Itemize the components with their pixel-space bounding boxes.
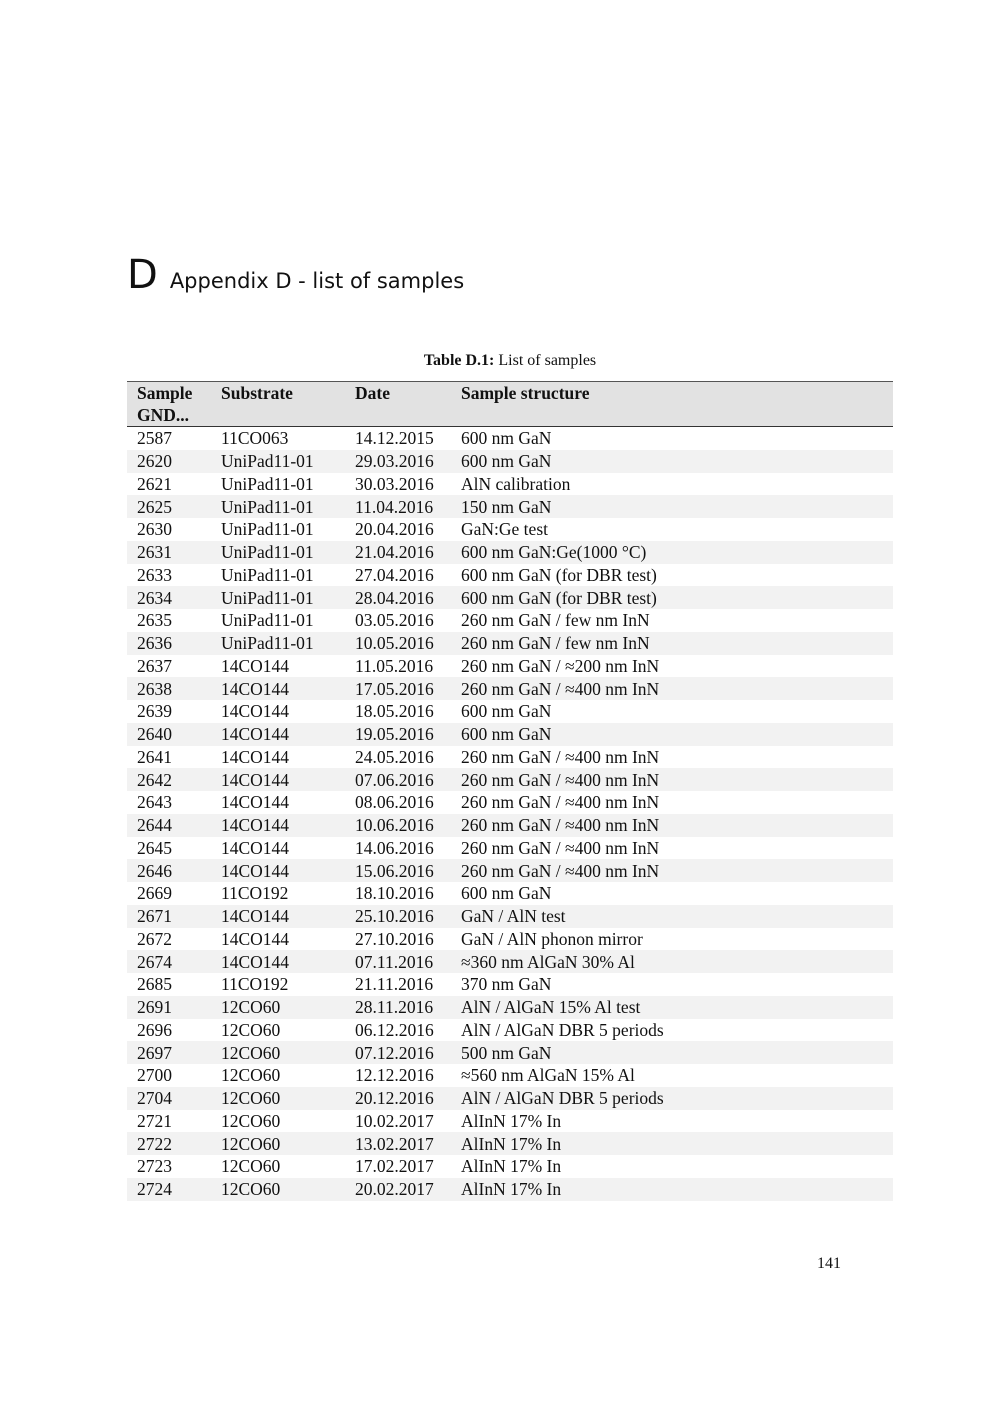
table-row [127, 609, 893, 632]
cell-substrate: UniPad11-01 [221, 451, 314, 472]
cell-date: 25.10.2016 [355, 906, 434, 927]
cell-substrate: 12CO60 [221, 1019, 281, 1040]
cell-date: 12.12.2016 [355, 1065, 434, 1086]
cell-sample: 2639 [137, 701, 172, 722]
header-sample [127, 382, 211, 427]
table-row [127, 1110, 893, 1133]
cell-structure: GaN / AlN phonon mirror [461, 928, 643, 949]
cell-structure: 260 nm GaN / ≈400 nm InN [461, 837, 660, 858]
cell-substrate: 12CO60 [221, 1088, 281, 1109]
cell-substrate: 14CO144 [221, 815, 290, 836]
cell-sample: 2646 [137, 860, 172, 881]
table-row [127, 632, 893, 655]
cell-substrate: 14CO144 [221, 837, 290, 858]
cell-date: 10.05.2016 [355, 633, 434, 654]
table-row [127, 586, 893, 609]
samples-table [127, 381, 893, 1201]
cell-date: 30.03.2016 [355, 473, 434, 494]
cell-substrate: 14CO144 [221, 746, 290, 767]
cell-date: 28.11.2016 [355, 997, 434, 1018]
cell-date: 07.06.2016 [355, 769, 434, 790]
cell-sample: 2685 [137, 974, 172, 995]
table-row [127, 859, 893, 882]
table-row [127, 1064, 893, 1087]
cell-date: 08.06.2016 [355, 792, 434, 813]
cell-substrate: 11CO063 [221, 428, 289, 449]
cell-substrate: 12CO60 [221, 1156, 281, 1177]
cell-date: 20.04.2016 [355, 519, 434, 540]
cell-substrate: 12CO60 [221, 1133, 281, 1154]
cell-sample: 2587 [137, 428, 172, 449]
cell-structure: 260 nm GaN / ≈200 nm InN [461, 655, 660, 676]
cell-date: 10.02.2017 [355, 1110, 434, 1131]
header-date: Date [345, 382, 451, 427]
table-row [127, 768, 893, 791]
table-row [127, 427, 893, 450]
chapter-title: Appendix D - list of samples [169, 269, 465, 293]
cell-substrate: 14CO144 [221, 769, 290, 790]
table-row [127, 973, 893, 996]
cell-date: 07.12.2016 [355, 1042, 434, 1063]
table-row [127, 950, 893, 973]
cell-sample: 2625 [137, 496, 172, 517]
cell-structure: GaN / AlN test [461, 906, 566, 927]
table-row [127, 746, 893, 769]
cell-date: 17.05.2016 [355, 678, 434, 699]
cell-substrate: 12CO60 [221, 1179, 281, 1200]
cell-sample: 2633 [137, 564, 172, 585]
cell-sample: 2643 [137, 792, 172, 813]
table-row [127, 882, 893, 905]
cell-sample: 2645 [137, 837, 172, 858]
cell-substrate: UniPad11-01 [221, 633, 314, 654]
table-row [127, 996, 893, 1019]
cell-date: 21.04.2016 [355, 542, 434, 563]
cell-structure: AlInN 17% In [461, 1156, 562, 1177]
cell-structure: 260 nm GaN / ≈400 nm InN [461, 860, 660, 881]
cell-date: 15.06.2016 [355, 860, 434, 881]
cell-substrate: 14CO144 [221, 860, 290, 881]
cell-substrate: 14CO144 [221, 906, 290, 927]
cell-structure: 600 nm GaN:Ge(1000 °C) [461, 542, 647, 563]
cell-sample: 2640 [137, 724, 172, 745]
cell-structure: ≈360 nm AlGaN 30% Al [461, 951, 635, 972]
cell-sample: 2671 [137, 906, 172, 927]
cell-structure: 260 nm GaN / ≈400 nm InN [461, 792, 660, 813]
cell-structure: AlN / AlGaN DBR 5 periods [461, 1019, 664, 1040]
cell-substrate: UniPad11-01 [221, 610, 314, 631]
cell-structure: 600 nm GaN [461, 883, 552, 904]
cell-date: 18.05.2016 [355, 701, 434, 722]
cell-substrate: 14CO144 [221, 701, 290, 722]
cell-date: 03.05.2016 [355, 610, 434, 631]
header-structure: Sample structure [451, 382, 893, 427]
cell-date: 29.03.2016 [355, 451, 434, 472]
cell-sample: 2620 [137, 451, 172, 472]
table-caption [127, 351, 893, 371]
chapter-letter: D [127, 252, 158, 298]
table-row [127, 1132, 893, 1155]
table-row [127, 655, 893, 678]
cell-sample: 2704 [137, 1088, 172, 1109]
cell-date: 27.04.2016 [355, 564, 434, 585]
cell-sample: 2724 [137, 1179, 172, 1200]
cell-date: 19.05.2016 [355, 724, 434, 745]
cell-structure: GaN:Ge test [461, 519, 548, 540]
cell-sample: 2696 [137, 1019, 172, 1040]
cell-date: 28.04.2016 [355, 587, 434, 608]
cell-date: 21.11.2016 [355, 974, 434, 995]
cell-structure: 600 nm GaN [461, 451, 552, 472]
table-row [127, 1087, 893, 1110]
cell-sample: 2697 [137, 1042, 172, 1063]
cell-date: 17.02.2017 [355, 1156, 434, 1177]
cell-sample: 2691 [137, 997, 172, 1018]
cell-substrate: 14CO144 [221, 724, 290, 745]
cell-substrate: 11CO192 [221, 974, 289, 995]
cell-date: 10.06.2016 [355, 815, 434, 836]
cell-substrate: 14CO144 [221, 951, 290, 972]
cell-substrate: 14CO144 [221, 928, 290, 949]
cell-structure: 260 nm GaN / few nm InN [461, 633, 650, 654]
table-caption-text: List of samples [498, 352, 597, 369]
cell-date: 24.05.2016 [355, 746, 434, 767]
cell-sample: 2669 [137, 883, 172, 904]
cell-substrate: UniPad11-01 [221, 473, 314, 494]
cell-date: 11.05.2016 [355, 655, 434, 676]
cell-sample: 2672 [137, 928, 172, 949]
cell-sample: 2631 [137, 542, 172, 563]
cell-structure: 260 nm GaN / ≈400 nm InN [461, 769, 660, 790]
header-row [127, 382, 893, 427]
table-row [127, 791, 893, 814]
cell-sample: 2722 [137, 1133, 172, 1154]
cell-substrate: 12CO60 [221, 1065, 281, 1086]
cell-sample: 2638 [137, 678, 172, 699]
cell-substrate: 12CO60 [221, 1110, 281, 1131]
cell-structure: 260 nm GaN / ≈400 nm InN [461, 815, 660, 836]
cell-structure: 260 nm GaN / ≈400 nm InN [461, 678, 660, 699]
cell-substrate: UniPad11-01 [221, 496, 314, 517]
table-header [127, 382, 893, 427]
cell-structure: AlInN 17% In [461, 1179, 562, 1200]
table-row [127, 837, 893, 860]
table-row [127, 1178, 893, 1201]
header-sample-line1: Sample [137, 383, 193, 403]
table-row [127, 1155, 893, 1178]
cell-sample: 2674 [137, 951, 172, 972]
cell-structure: 600 nm GaN (for DBR test) [461, 564, 657, 585]
cell-structure: AlN / AlGaN DBR 5 periods [461, 1088, 664, 1109]
cell-substrate: 14CO144 [221, 792, 290, 813]
cell-sample: 2621 [137, 473, 172, 494]
cell-substrate: 12CO60 [221, 997, 281, 1018]
table-row [127, 928, 893, 951]
cell-structure: 600 nm GaN (for DBR test) [461, 587, 657, 608]
header-substrate: Substrate [211, 382, 345, 427]
cell-structure: 600 nm GaN [461, 724, 552, 745]
cell-sample: 2636 [137, 633, 172, 654]
table-row [127, 1041, 893, 1064]
table-row [127, 473, 893, 496]
cell-date: 14.12.2015 [355, 428, 434, 449]
cell-sample: 2634 [137, 587, 172, 608]
cell-sample: 2700 [137, 1065, 172, 1086]
cell-date: 07.11.2016 [355, 951, 434, 972]
table-row [127, 700, 893, 723]
cell-sample: 2635 [137, 610, 172, 631]
table-row [127, 814, 893, 837]
table-row [127, 450, 893, 473]
cell-structure: AlInN 17% In [461, 1133, 562, 1154]
cell-date: 20.02.2017 [355, 1179, 434, 1200]
cell-structure: 150 nm GaN [461, 496, 552, 517]
cell-sample: 2642 [137, 769, 172, 790]
table-row [127, 518, 893, 541]
table-row [127, 677, 893, 700]
cell-date: 27.10.2016 [355, 928, 434, 949]
cell-date: 11.04.2016 [355, 496, 434, 517]
table-row [127, 1019, 893, 1042]
cell-sample: 2723 [137, 1156, 172, 1177]
table-row [127, 541, 893, 564]
cell-sample: 2630 [137, 519, 172, 540]
cell-date: 13.02.2017 [355, 1133, 434, 1154]
cell-sample: 2641 [137, 746, 172, 767]
cell-structure: ≈560 nm AlGaN 15% Al [461, 1065, 635, 1086]
cell-sample: 2637 [137, 655, 172, 676]
cell-structure: AlInN 17% In [461, 1110, 562, 1131]
table-row [127, 905, 893, 928]
cell-substrate: 12CO60 [221, 1042, 281, 1063]
header-sample-line2: GND... [137, 405, 190, 425]
cell-substrate: UniPad11-01 [221, 564, 314, 585]
cell-date: 14.06.2016 [355, 837, 434, 858]
cell-substrate: UniPad11-01 [221, 542, 314, 563]
table-caption-label: Table D.1: [423, 352, 495, 369]
cell-substrate: 11CO192 [221, 883, 289, 904]
cell-date: 20.12.2016 [355, 1088, 434, 1109]
cell-structure: 370 nm GaN [461, 974, 552, 995]
cell-structure: 260 nm GaN / ≈400 nm InN [461, 746, 660, 767]
cell-structure: 600 nm GaN [461, 428, 552, 449]
cell-structure: 260 nm GaN / few nm InN [461, 610, 650, 631]
cell-structure: AlN / AlGaN 15% Al test [461, 997, 641, 1018]
cell-structure: 600 nm GaN [461, 701, 552, 722]
cell-substrate: 14CO144 [221, 655, 290, 676]
table-body [127, 427, 893, 1201]
cell-substrate: UniPad11-01 [221, 519, 314, 540]
cell-sample: 2721 [137, 1110, 172, 1131]
cell-substrate: UniPad11-01 [221, 587, 314, 608]
table-row [127, 564, 893, 587]
cell-structure: 500 nm GaN [461, 1042, 552, 1063]
cell-date: 06.12.2016 [355, 1019, 434, 1040]
chapter-heading [127, 252, 464, 304]
table-row [127, 495, 893, 518]
cell-structure: AlN calibration [461, 473, 571, 494]
cell-date: 18.10.2016 [355, 883, 434, 904]
table-row [127, 723, 893, 746]
page-number: 141 [817, 1255, 841, 1272]
cell-sample: 2644 [137, 815, 172, 836]
cell-substrate: 14CO144 [221, 678, 290, 699]
